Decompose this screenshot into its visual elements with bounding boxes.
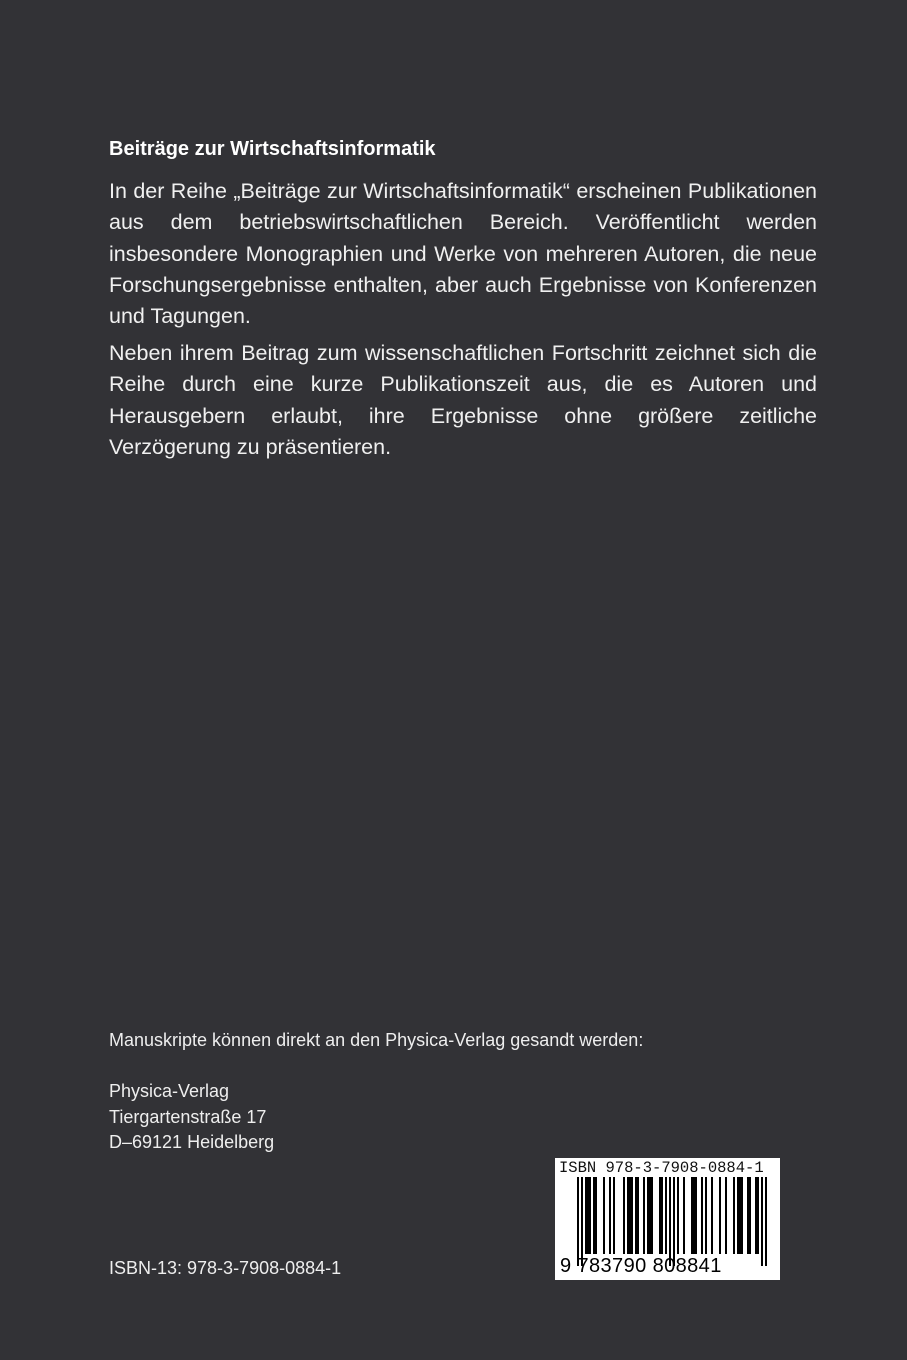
barcode-bar <box>637 1177 639 1254</box>
barcode-bar <box>627 1177 629 1254</box>
barcode-digits: 9 783790 808841 <box>560 1255 722 1277</box>
barcode-bar <box>701 1177 703 1254</box>
publisher-name: Physica-Verlag <box>109 1081 230 1101</box>
barcode-bar <box>733 1177 735 1254</box>
barcode-bar <box>691 1177 693 1254</box>
series-title: Beiträge zur Wirtschaftsinformatik <box>109 138 436 160</box>
barcode-bar <box>631 1177 633 1254</box>
barcode-bar <box>719 1177 721 1254</box>
barcode-bar <box>589 1177 591 1254</box>
barcode-bar <box>643 1177 645 1254</box>
barcode-panel <box>555 1158 780 1280</box>
barcode-bar <box>581 1177 583 1266</box>
barcode-bar <box>609 1177 611 1254</box>
barcode-bar <box>603 1177 605 1254</box>
barcode-bar <box>725 1177 727 1254</box>
barcode-bar <box>647 1177 649 1254</box>
barcode-bar <box>613 1177 615 1254</box>
barcode-bar <box>659 1177 661 1254</box>
publisher-city: D–69121 Heidelberg <box>109 1132 275 1152</box>
barcode-bar <box>747 1177 749 1254</box>
barcode-bar <box>635 1177 637 1254</box>
barcode-bar <box>755 1177 757 1254</box>
barcode-bar <box>693 1177 695 1254</box>
manuscript-note: Manuskripte können direkt an den Physica-Verlag gesandt werden: <box>109 1030 644 1050</box>
barcode-bar <box>673 1177 675 1266</box>
barcode-bar <box>587 1177 589 1254</box>
barcode-bar <box>741 1177 743 1254</box>
barcode-bar <box>629 1177 631 1254</box>
barcode-bar <box>757 1177 759 1254</box>
barcode-bar <box>677 1177 679 1254</box>
barcode-bar <box>711 1177 713 1254</box>
barcode-bar <box>749 1177 751 1254</box>
barcode-bar <box>651 1177 653 1254</box>
publisher-street: Tiergartenstraße 17 <box>109 1106 267 1127</box>
barcode-bar <box>577 1177 579 1266</box>
barcode-bar <box>739 1177 741 1254</box>
barcode-bar <box>683 1177 685 1254</box>
barcode-bar <box>669 1177 671 1266</box>
barcode-bar <box>623 1177 625 1254</box>
barcode-bar <box>705 1177 707 1254</box>
barcode-bar <box>695 1177 697 1254</box>
description-paragraph-1: In der Reihe „Beiträge zur Wirtschaftsinformatik“ erscheinen Publikationen aus dem betriebswirtschaftlichen Bereich. Veröffentlicht werden insbesondere Monographien und Werke von mehreren Autoren, die neue Forschungsergebnisse enthalten, aber auch Ergebnisse von Konferenzen und Tagungen. <box>109 179 817 329</box>
isbn-line: ISBN-13: 978-3-7908-0884-1 <box>109 1258 342 1278</box>
barcode-bar <box>593 1177 595 1254</box>
barcode-bar <box>737 1177 739 1254</box>
barcode-bar <box>649 1177 651 1254</box>
barcode-bar <box>595 1177 597 1254</box>
barcode-isbn-label: ISBN 978-3-7908-0884-1 <box>559 1159 764 1177</box>
barcode-bar <box>761 1177 763 1266</box>
barcode-bar <box>585 1177 587 1254</box>
barcode-bar <box>665 1177 667 1254</box>
publisher-address <box>109 1079 274 1156</box>
barcode-bar <box>661 1177 663 1254</box>
description-paragraph-2: Neben ihrem Beitrag zum wissenschaftlichen Fortschritt zeichnet sich die Reihe durch eine kurze Publikationszeit aus, die es Autoren und Herausgebern erlaubt, ihre Ergebnisse ohne größere zeitliche Verzögerung zu präsentieren. <box>109 341 817 459</box>
barcode-bar <box>765 1177 767 1266</box>
